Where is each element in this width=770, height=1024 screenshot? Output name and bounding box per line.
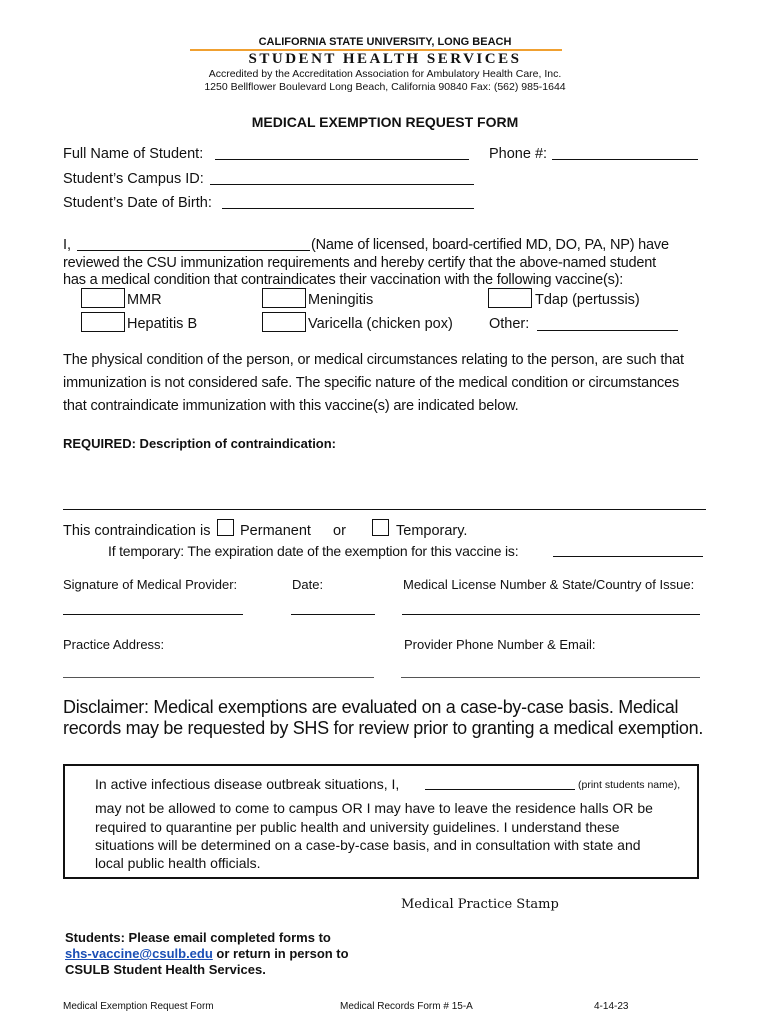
stamp-label: Medical Practice Stamp xyxy=(401,897,559,912)
phone-field[interactable] xyxy=(552,159,698,160)
practice-address-field[interactable] xyxy=(63,677,374,678)
date-field[interactable] xyxy=(291,614,375,615)
varicella-label: Varicella (chicken pox) xyxy=(308,316,453,332)
date-label: Date: xyxy=(292,577,324,592)
footer-left: Medical Exemption Request Form xyxy=(63,1001,214,1012)
disclaimer-line2: records may be requested by SHS for review prior to granting a medical exemption. xyxy=(63,718,704,738)
cert-line3: has a medical condition that contraindicates their vaccination with the following vaccine(s): xyxy=(63,272,624,288)
tdap-label: Tdap (pertussis) xyxy=(535,292,640,308)
practice-address-label: Practice Address: xyxy=(63,637,165,652)
campus-id-label: Student’s Campus ID: xyxy=(63,171,204,187)
cert-line1: (Name of licensed, board-certified MD, DO, PA, NP) have xyxy=(311,237,669,253)
email-link[interactable]: shs-vaccine@csulb.edu xyxy=(65,946,213,961)
expiration-date-field[interactable] xyxy=(553,556,703,557)
phone-email-field[interactable] xyxy=(401,677,700,678)
campus-id-field[interactable] xyxy=(210,184,474,185)
signature-field[interactable] xyxy=(63,614,243,615)
print-name-field[interactable] xyxy=(425,789,575,790)
expiration-label: If temporary: The expiration date of the exemption for this vaccine is: xyxy=(108,543,519,559)
university-name: CALIFORNIA STATE UNIVERSITY, LONG BEACH xyxy=(258,36,512,48)
address-text: 1250 Bellflower Boulevard Long Beach, California 90840 Fax: (562) 985-1644 xyxy=(204,81,566,93)
other-label: Other: xyxy=(489,316,530,332)
meningitis-checkbox[interactable] xyxy=(262,288,306,308)
full-name-field[interactable] xyxy=(215,159,469,160)
form-title: MEDICAL EXEMPTION REQUEST FORM xyxy=(251,114,519,130)
permanent-checkbox[interactable] xyxy=(217,519,234,536)
students-note-line3: CSULB Student Health Services. xyxy=(65,962,266,977)
full-name-label: Full Name of Student: xyxy=(63,146,204,162)
provider-name-field[interactable] xyxy=(77,250,310,251)
cert-line2: reviewed the CSU immunization requirements and hereby certify that the above-named student xyxy=(63,255,656,271)
phone-email-label: Provider Phone Number & Email: xyxy=(404,637,596,652)
students-note-line1: Students: Please email completed forms to xyxy=(65,930,331,945)
tdap-checkbox[interactable] xyxy=(488,288,532,308)
outbreak-line5: local public health officials. xyxy=(95,855,261,871)
dob-label: Student’s Date of Birth: xyxy=(63,195,212,211)
mmr-checkbox[interactable] xyxy=(81,288,125,308)
phone-label: Phone #: xyxy=(489,146,548,162)
outbreak-line2: may not be allowed to come to campus OR I may have to leave the residence halls OR be xyxy=(95,800,653,816)
required-label: REQUIRED: Description of contraindication: xyxy=(63,436,337,451)
cert-i-label: I, xyxy=(63,237,72,253)
students-note-line2 xyxy=(65,946,349,961)
footer-center: Medical Records Form # 15-A xyxy=(340,1001,473,1012)
physical-condition-line2: immunization is not considered safe. The specific nature of the medical condition or circumstances xyxy=(63,375,680,391)
outbreak-line4: situations will be determined on a case-by-case basis, and in consultation with state and xyxy=(95,837,641,853)
outbreak-line3: required to quarantine per public health and university guidelines. I understand these xyxy=(95,819,620,835)
print-name-hint: (print students name), xyxy=(578,779,681,791)
or-label: or xyxy=(333,523,346,539)
accreditation-text: Accredited by the Accreditation Association for Ambulatory Health Care, Inc. xyxy=(208,68,562,80)
physical-condition-line1: The physical condition of the person, or medical circumstances relating to the person, are such that xyxy=(63,352,684,368)
varicella-checkbox[interactable] xyxy=(262,312,306,332)
other-vaccine-field[interactable] xyxy=(537,330,678,331)
physical-condition-line3: that contraindicate immunization with this vaccine(s) are indicated below. xyxy=(63,398,519,414)
temporary-checkbox[interactable] xyxy=(372,519,389,536)
hepatitis-b-checkbox[interactable] xyxy=(81,312,125,332)
temporary-label: Temporary. xyxy=(396,523,468,539)
license-label: Medical License Number & State/Country of Issue: xyxy=(403,577,695,592)
hepatitis-b-label: Hepatitis B xyxy=(127,316,198,332)
outbreak-prefix: In active infectious disease outbreak situations, I, xyxy=(95,776,400,792)
contraindication-description-field[interactable] xyxy=(63,509,706,510)
disclaimer-line1: Disclaimer: Medical exemptions are evaluated on a case-by-case basis. Medical xyxy=(63,697,679,717)
license-field[interactable] xyxy=(402,614,700,615)
signature-label: Signature of Medical Provider: xyxy=(63,577,238,592)
meningitis-label: Meningitis xyxy=(308,292,374,308)
permanent-label: Permanent xyxy=(240,523,311,539)
department-name: STUDENT HEALTH SERVICES xyxy=(248,51,522,67)
contraindication-prefix: This contraindication is xyxy=(63,523,211,539)
dob-field[interactable] xyxy=(222,208,474,209)
students-note-line2-rest: or return in person to xyxy=(212,946,349,961)
mmr-label: MMR xyxy=(127,292,162,308)
footer-right: 4-14-23 xyxy=(594,1001,629,1012)
